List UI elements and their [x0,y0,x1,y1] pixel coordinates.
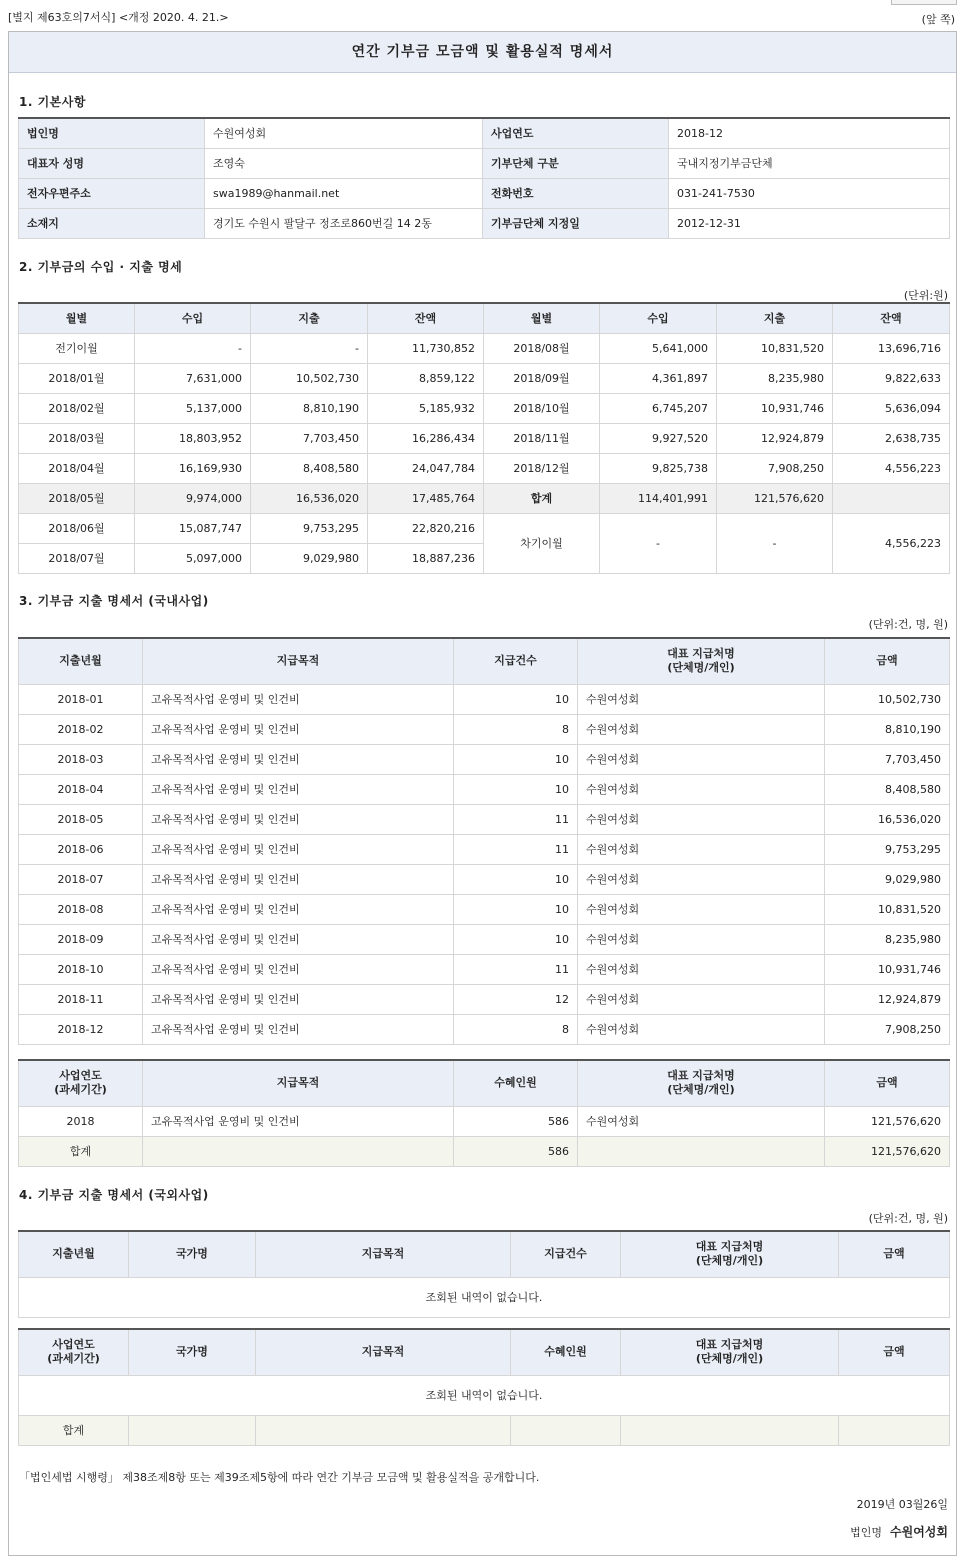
amount: 10,931,746 [825,954,950,984]
beneficiary-count: 586 [454,1106,578,1136]
expense-month: 2018-09 [19,924,143,954]
balance-cell: 11,730,852 [368,333,484,363]
month-cell: 2018/11월 [484,423,600,453]
month-cell: 전기이월 [19,333,135,363]
foreign-summary-table [18,1328,950,1446]
column-header: 지급목적 [256,1231,511,1277]
income-cell: 9,825,738 [600,453,717,483]
table-row [19,774,950,804]
month-cell: 2018/09월 [484,363,600,393]
payee-name: 수원여성회 [578,774,825,804]
balance-cell: 13,696,716 [833,333,950,363]
form-header [0,0,959,30]
month-cell: 2018/07월 [19,543,135,573]
corp-name: 수원여성회 [890,1525,948,1539]
table-row [19,984,950,1014]
expense-month: 2018-11 [19,984,143,1014]
carry-expense: - [717,513,833,573]
payee-name: 수원여성회 [578,1106,825,1136]
expense-cell: - [251,333,368,363]
page-title: 연간 기부금 모금액 및 활용실적 명세서 [9,32,956,73]
expense-cell: 8,235,980 [717,363,833,393]
payment-count: 11 [454,834,578,864]
total-expense: 121,576,620 [717,483,833,513]
income-cell: 4,361,897 [600,363,717,393]
column-header: 금액 [839,1231,950,1277]
payment-count: 10 [454,774,578,804]
domestic-summary-table [18,1059,950,1167]
total-balance [833,483,950,513]
balance-cell: 9,822,633 [833,363,950,393]
column-header: 금액 [825,1060,950,1106]
amount: 9,753,295 [825,834,950,864]
corp-label: 법인명 [850,1526,883,1539]
field-value: 2012-12-31 [669,208,950,238]
payee-name: 수원여성회 [578,834,825,864]
income-row [19,453,950,483]
form-label: [별지 제63호의7서식] <개정 2020. 4. 21.> [8,11,229,24]
month-cell: 2018/05월 [19,483,135,513]
payment-purpose: 고유목적사업 운영비 및 인건비 [143,984,454,1014]
income-row [19,513,950,543]
month-cell: 2018/08월 [484,333,600,363]
income-row [19,423,950,453]
balance-cell: 18,887,236 [368,543,484,573]
income-cell: 7,631,000 [135,363,251,393]
payee-name: 수원여성회 [578,1014,825,1044]
carry-balance: 4,556,223 [833,513,950,573]
income-cell: 5,137,000 [135,393,251,423]
payee-name: 수원여성회 [578,714,825,744]
income-cell: - [135,333,251,363]
field-label: 사업연도 [483,118,669,148]
table-row [19,714,950,744]
total-row [19,1415,950,1445]
field-value: 경기도 수원시 팔달구 정조로860번길 14 2동 [205,208,483,238]
month-cell: 2018/04월 [19,453,135,483]
expense-month: 2018-12 [19,1014,143,1044]
expense-month: 2018-06 [19,834,143,864]
empty-message: 조회된 내역이 없습니다. [19,1375,950,1415]
section-3-unit: (단위:건, 명, 원) [868,618,948,631]
expense-cell: 12,924,879 [717,423,833,453]
empty-cell [839,1415,950,1445]
column-header: 사업연도 (과세기간) [19,1329,129,1375]
column-header: 수입 [600,303,717,333]
document-frame [8,31,957,1556]
section-4-title: 4. 기부금 지출 명세서 (국외사업) [19,1188,209,1202]
payee-name: 수원여성회 [578,894,825,924]
column-header: 지출 [251,303,368,333]
amount: 121,576,620 [825,1106,950,1136]
basic-info-row [19,208,950,238]
column-header: 대표 지급처명 (단체명/개인) [621,1231,839,1277]
amount: 7,908,250 [825,1014,950,1044]
field-value: 국내지정기부금단체 [669,148,950,178]
column-header: 사업연도 (과세기간) [19,1060,143,1106]
column-header: 월별 [484,303,600,333]
payment-count: 10 [454,924,578,954]
field-label: 전자우편주소 [19,178,205,208]
payment-purpose: 고유목적사업 운영비 및 인건비 [143,744,454,774]
table-row [19,894,950,924]
income-cell: 5,641,000 [600,333,717,363]
column-header: 국가명 [129,1329,256,1375]
income-row [19,363,950,393]
payment-count: 12 [454,984,578,1014]
empty-cell [621,1415,839,1445]
income-cell: 18,803,952 [135,423,251,453]
section-2-title: 2. 기부금의 수입 · 지출 명세 [19,260,183,274]
amount: 7,703,450 [825,744,950,774]
expense-cell: 16,536,020 [251,483,368,513]
carry-income: - [600,513,717,573]
section-4-unit: (단위:건, 명, 원) [868,1212,948,1225]
month-cell: 2018/12월 [484,453,600,483]
column-header: 금액 [839,1329,950,1375]
month-cell: 2018/03월 [19,423,135,453]
table-row [19,864,950,894]
domestic-summary-header-row [19,1060,950,1106]
empty-row [19,1375,950,1415]
income-cell: 16,169,930 [135,453,251,483]
balance-cell: 5,636,094 [833,393,950,423]
table-row [19,684,950,714]
total-label: 합계 [484,483,600,513]
payment-count: 10 [454,744,578,774]
balance-cell: 24,047,784 [368,453,484,483]
payee-name: 수원여성회 [578,954,825,984]
column-header: 지급건수 [511,1231,621,1277]
amount: 8,235,980 [825,924,950,954]
column-header: 지급목적 [143,638,454,684]
month-cell: 2018/02월 [19,393,135,423]
payment-purpose: 고유목적사업 운영비 및 인건비 [143,924,454,954]
payment-purpose: 고유목적사업 운영비 및 인건비 [143,834,454,864]
expense-cell: 8,408,580 [251,453,368,483]
income-cell: 9,974,000 [135,483,251,513]
payment-purpose: 고유목적사업 운영비 및 인건비 [143,804,454,834]
field-label: 소재지 [19,208,205,238]
field-value: swa1989@hanmail.net [205,178,483,208]
empty-message: 조회된 내역이 없습니다. [19,1277,950,1317]
income-row [19,333,950,363]
expense-cell: 10,502,730 [251,363,368,393]
income-expense-table [18,302,950,574]
amount: 8,408,580 [825,774,950,804]
total-beneficiaries: 586 [454,1136,578,1166]
income-row [19,483,950,513]
payment-purpose: 고유목적사업 운영비 및 인건비 [143,714,454,744]
expense-month: 2018-10 [19,954,143,984]
field-label: 법인명 [19,118,205,148]
basic-info-row [19,148,950,178]
payment-count: 8 [454,1014,578,1044]
amount: 10,831,520 [825,894,950,924]
empty-cell [578,1136,825,1166]
domestic-expense-table [18,637,950,1045]
column-header: 지출년월 [19,638,143,684]
field-label: 기부금단체 지정일 [483,208,669,238]
balance-cell: 16,286,434 [368,423,484,453]
issue-date: 2019년 03월26일 [856,1498,948,1511]
payment-purpose: 고유목적사업 운영비 및 인건비 [143,1014,454,1044]
expense-cell: 9,753,295 [251,513,368,543]
table-row [19,834,950,864]
basic-info-row [19,178,950,208]
corporation-signature [850,1523,948,1540]
payment-purpose: 고유목적사업 운영비 및 인건비 [143,954,454,984]
total-row [19,1136,950,1166]
field-value: 2018-12 [669,118,950,148]
column-header: 지급목적 [143,1060,454,1106]
foreign-header-row [19,1231,950,1277]
payment-purpose: 고유목적사업 운영비 및 인건비 [143,1106,454,1136]
balance-cell: 2,638,735 [833,423,950,453]
column-header: 금액 [825,638,950,684]
column-header: 잔액 [368,303,484,333]
payee-name: 수원여성회 [578,684,825,714]
basic-info-row [19,118,950,148]
payment-count: 11 [454,954,578,984]
expense-cell: 10,831,520 [717,333,833,363]
expense-month: 2018-05 [19,804,143,834]
column-header: 지출 [717,303,833,333]
total-label: 합계 [19,1136,143,1166]
carry-label: 차기이월 [484,513,600,573]
balance-cell: 4,556,223 [833,453,950,483]
month-cell: 2018/10월 [484,393,600,423]
payment-count: 8 [454,714,578,744]
amount: 10,502,730 [825,684,950,714]
domestic-header-row [19,638,950,684]
income-cell: 6,745,207 [600,393,717,423]
total-amount: 121,576,620 [825,1136,950,1166]
payee-name: 수원여성회 [578,864,825,894]
expense-month: 2018-07 [19,864,143,894]
payment-purpose: 고유목적사업 운영비 및 인건비 [143,774,454,804]
month-cell: 2018/01월 [19,363,135,393]
column-header: 수혜인원 [511,1329,621,1375]
table-row [19,744,950,774]
payee-name: 수원여성회 [578,984,825,1014]
column-header: 지출년월 [19,1231,129,1277]
column-header: 대표 지급처명 (단체명/개인) [578,1060,825,1106]
legal-note: 「법인세법 시행령」 제38조제8항 또는 제39조제5항에 따라 연간 기부금 모금액 및 활용실적을 공개합니다. [19,1471,540,1484]
total-label: 합계 [19,1415,129,1445]
month-cell: 2018/06월 [19,513,135,543]
balance-cell: 5,185,932 [368,393,484,423]
column-header: 대표 지급처명 (단체명/개인) [621,1329,839,1375]
field-value: 031-241-7530 [669,178,950,208]
column-header: 수입 [135,303,251,333]
table-row [19,954,950,984]
column-header: 지급목적 [256,1329,511,1375]
payee-name: 수원여성회 [578,924,825,954]
section-3-title: 3. 기부금 지출 명세서 (국내사업) [19,594,209,608]
field-label: 대표자 성명 [19,148,205,178]
balance-cell: 22,820,216 [368,513,484,543]
amount: 12,924,879 [825,984,950,1014]
column-header: 지급건수 [454,638,578,684]
foreign-expense-table [18,1230,950,1318]
section-1-title: 1. 기본사항 [19,95,86,109]
payment-purpose: 고유목적사업 운영비 및 인건비 [143,864,454,894]
column-header: 대표 지급처명 (단체명/개인) [578,638,825,684]
basic-info-table [18,117,950,239]
balance-cell: 17,485,764 [368,483,484,513]
expense-month: 2018-02 [19,714,143,744]
column-header: 월별 [19,303,135,333]
expense-month: 2018-04 [19,774,143,804]
balance-cell: 8,859,122 [368,363,484,393]
business-year: 2018 [19,1106,143,1136]
expense-cell: 7,703,450 [251,423,368,453]
empty-cell [256,1415,511,1445]
income-cell: 9,927,520 [600,423,717,453]
income-header-row [19,303,950,333]
table-row [19,924,950,954]
column-header: 국가명 [129,1231,256,1277]
empty-cell [129,1415,256,1445]
payment-purpose: 고유목적사업 운영비 및 인건비 [143,894,454,924]
field-value: 조영숙 [205,148,483,178]
amount: 8,810,190 [825,714,950,744]
amount: 16,536,020 [825,804,950,834]
table-row [19,1014,950,1044]
foreign-summary-header-row [19,1329,950,1375]
field-label: 기부단체 구분 [483,148,669,178]
page-side: (앞 쪽) [921,13,955,26]
payment-count: 10 [454,684,578,714]
empty-cell [511,1415,621,1445]
summary-row [19,1106,950,1136]
empty-cell [143,1136,454,1166]
empty-row [19,1277,950,1317]
payment-count: 10 [454,864,578,894]
expense-cell: 10,931,746 [717,393,833,423]
expense-month: 2018-01 [19,684,143,714]
total-income: 114,401,991 [600,483,717,513]
field-value: 수원여성회 [205,118,483,148]
section-2-unit: (단위:원) [903,289,948,302]
payment-count: 11 [454,804,578,834]
expense-month: 2018-03 [19,744,143,774]
income-row [19,393,950,423]
payee-name: 수원여성회 [578,744,825,774]
expense-cell: 9,029,980 [251,543,368,573]
expense-cell: 7,908,250 [717,453,833,483]
corner-tab [891,0,957,5]
payment-purpose: 고유목적사업 운영비 및 인건비 [143,684,454,714]
expense-month: 2018-08 [19,894,143,924]
column-header: 잔액 [833,303,950,333]
table-row [19,804,950,834]
income-cell: 5,097,000 [135,543,251,573]
column-header: 수혜인원 [454,1060,578,1106]
payee-name: 수원여성회 [578,804,825,834]
payment-count: 10 [454,894,578,924]
field-label: 전화번호 [483,178,669,208]
income-cell: 15,087,747 [135,513,251,543]
amount: 9,029,980 [825,864,950,894]
expense-cell: 8,810,190 [251,393,368,423]
